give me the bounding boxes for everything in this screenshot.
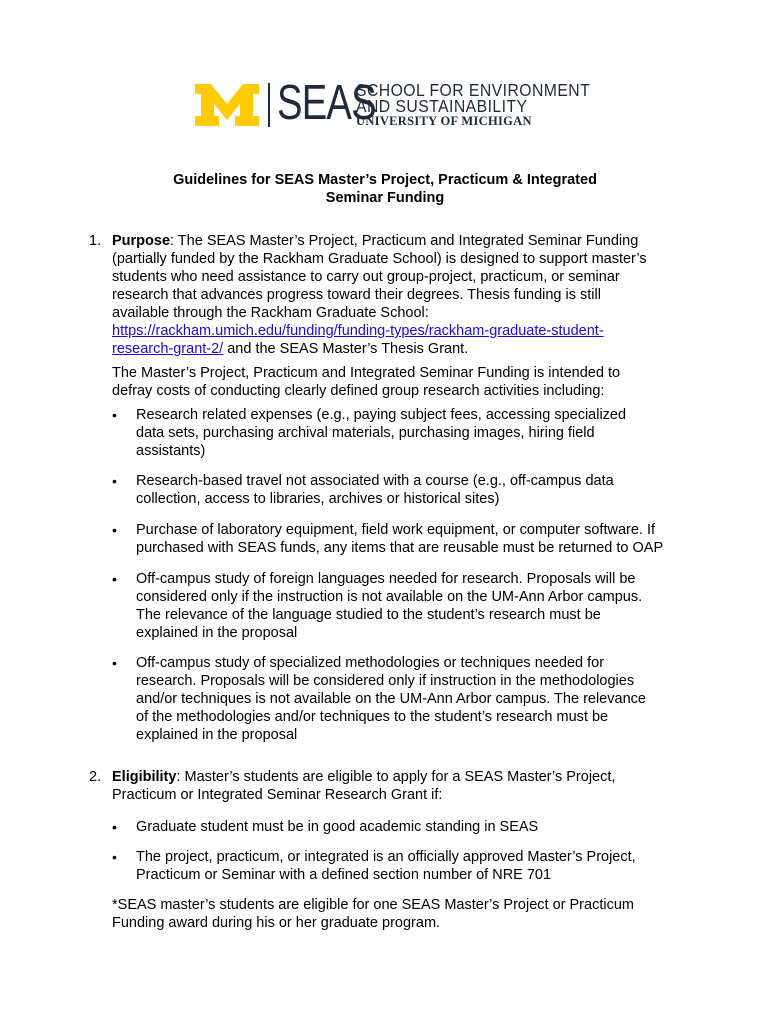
eligibility-note-line: *SEAS master’s students are eligible for one SEAS Master’s Project or Practicum [112,897,634,913]
bullet-icon: • [112,473,117,489]
section2-number: 2. [89,769,102,785]
logo-university-line: UNIVERSITY OF MICHIGAN [356,114,532,128]
list-item-line: explained in the proposal [136,727,298,743]
bullet-icon: • [112,522,117,538]
section1-number: 1. [89,233,102,249]
logo-school-line1: SCHOOL FOR ENVIRONMENT [356,80,591,100]
rackham-grant-link[interactable]: https://rackham.umich.edu/funding/funding-types/rackham-graduate-student- [112,323,604,339]
list-item-line: purchased with SEAS funds, any items that are reusable must be returned to OAP [136,540,664,556]
list-item-line: explained in the proposal [136,625,298,641]
list-item-line: Research-based travel not associated with a course (e.g., off-campus data [136,473,614,489]
section2-line: Practicum or Integrated Seminar Research Grant if: [112,787,443,803]
rackham-grant-link-cont[interactable]: research-grant-2/ [112,341,224,357]
logo-school-line2: AND SUSTAINABILITY [356,96,528,116]
intro-line: defray costs of conducting clearly defined group research activities including: [112,383,605,399]
bullet-icon: • [112,655,117,671]
list-item-line: Graduate student must be in good academic standing in SEAS [136,819,539,835]
bullet-icon: • [112,819,117,835]
section1-line: (partially funded by the Rackham Graduate School) is designed to support master’s [112,251,647,267]
bullet-icon: • [112,849,117,865]
list-item-line: The relevance of the language studied to the student’s research must be [136,607,601,623]
logo-divider [268,83,270,127]
section1-line: research that advances progress toward their degrees. Thesis funding is still [112,287,601,303]
page-title-line2: Seminar Funding [325,190,445,206]
seas-wordmark: SEAS [277,76,376,130]
list-item-line: data sets, purchasing archival materials, purchasing images, hiring field [136,425,595,441]
section1-line: students who need assistance to carry out group-project, practicum, or seminar [112,269,620,285]
list-item-line: Practicum or Seminar with a defined section number of NRE 701 [136,867,552,883]
rackham-link-line2 [112,340,702,358]
list-item-line: Off-campus study of foreign languages needed for research. Proposals will be [136,571,636,587]
intro-line: The Master’s Project, Practicum and Integrated Seminar Funding is intended to [112,365,621,381]
list-item-line: of the methodologies and/or techniques to the student’s research must be [136,709,609,725]
eligibility-note-line: Funding award during his or her graduate program. [112,915,441,931]
seas-logo [195,76,591,130]
section1-first-line-text: : The SEAS Master’s Project, Practicum and Integrated Seminar Funding [170,233,639,249]
bullet-icon: • [112,407,117,423]
page-title-line1: Guidelines for SEAS Master’s Project, Practicum & Integrated [173,172,597,188]
thesis-grant-text: and the SEAS Master’s Thesis Grant. [223,341,469,357]
section2-heading: Eligibility [112,769,177,785]
list-item-line: Off-campus study of specialized methodologies or techniques needed for [136,655,605,671]
list-item-line: and/or techniques is not available on the UM-Ann Arbor campus. The relevance [136,691,646,707]
list-item-line: considered only if the instruction is not available on the UM-Ann Arbor campus. [136,589,643,605]
section1-heading: Purpose [112,233,171,249]
bullet-icon: • [112,571,117,587]
list-item-line: assistants) [136,443,206,459]
block-m-logo-icon [195,84,259,126]
list-item-line: collection, access to libraries, archives or historical sites) [136,491,500,507]
section2-first-line [112,768,702,786]
list-item-line: research. Proposals will be considered only if instruction in the methodologies [136,673,635,689]
section2-first-line-text: : Master’s students are eligible to apply for a SEAS Master’s Project, [176,769,616,785]
rackham-link-line1 [112,322,702,340]
list-item-line: Purchase of laboratory equipment, field work equipment, or computer software. If [136,522,656,538]
list-item-line: Research related expenses (e.g., paying subject fees, accessing specialized [136,407,627,423]
section1-line: available through the Rackham Graduate School: [112,305,429,321]
list-item-line: The project, practicum, or integrated is an officially approved Master’s Project, [136,849,636,865]
section1-first-line [112,232,702,250]
